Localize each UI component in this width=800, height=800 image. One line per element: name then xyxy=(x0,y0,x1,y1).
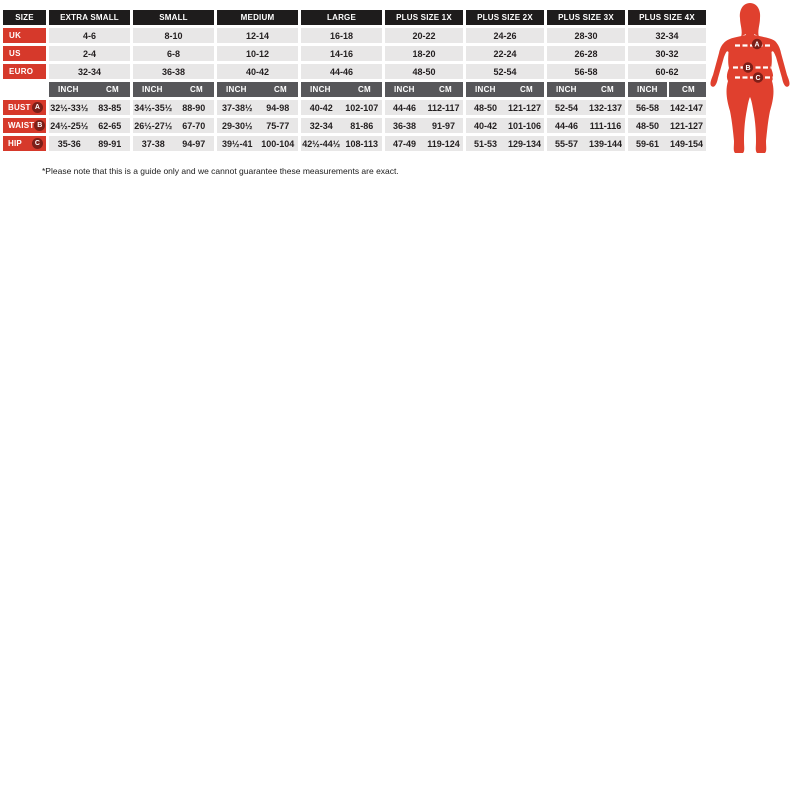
hip-inch-value: 42½-44½ xyxy=(302,138,341,149)
bust-values-0 xyxy=(49,100,130,115)
inch-label: INCH xyxy=(58,85,79,94)
bust-inch-value: 34½-35½ xyxy=(134,102,173,113)
us-value-0: 2-4 xyxy=(49,46,130,61)
bust-cm-value: 112-117 xyxy=(427,102,460,113)
us-value-5: 22-24 xyxy=(466,46,544,61)
waist-inch-value: 40-42 xyxy=(473,120,498,131)
cm-label: CM xyxy=(600,85,614,94)
bust-inch-value: 44-46 xyxy=(392,102,417,113)
uk-value-1: 8-10 xyxy=(133,28,214,43)
bust-marker xyxy=(752,39,762,49)
waist-values-4 xyxy=(385,118,463,133)
bust-label-marker: A xyxy=(32,102,43,113)
euro-row-label: EURO xyxy=(3,64,46,79)
waist-values-0 xyxy=(49,118,130,133)
bust-inch-value: 37-38½ xyxy=(221,102,253,113)
uk-value-5: 24-26 xyxy=(466,28,544,43)
waist-values-1 xyxy=(133,118,214,133)
cm-label: CM xyxy=(357,85,371,94)
footnote: *Please note that this is a guide only and we cannot guarantee these measurements are exact. xyxy=(42,166,399,176)
us-value-3: 14-16 xyxy=(301,46,382,61)
euro-value-5: 52-54 xyxy=(466,64,544,79)
cm-label: CM xyxy=(105,85,119,94)
inch-label: INCH xyxy=(556,85,577,94)
size-corner-header: SIZE xyxy=(3,10,46,25)
column-header-3: LARGE xyxy=(301,10,382,25)
bust-cm-value: 102-107 xyxy=(345,102,379,113)
bust-inch-value: 48-50 xyxy=(473,102,498,113)
cm-label: CM xyxy=(189,85,203,94)
bust-values-1 xyxy=(133,100,214,115)
cm-label: CM xyxy=(273,85,287,94)
waist-marker xyxy=(743,62,753,72)
hip-values-4 xyxy=(385,136,463,151)
hip-values-2 xyxy=(217,136,298,151)
column-header-0: EXTRA SMALL xyxy=(49,10,130,25)
hip-values-1 xyxy=(133,136,214,151)
unit-header-7 xyxy=(628,82,706,97)
waist-cm-value: 67-70 xyxy=(182,120,206,131)
bust-inch-value: 32½-33½ xyxy=(50,102,89,113)
waist-values-2 xyxy=(217,118,298,133)
euro-value-3: 44-46 xyxy=(301,64,382,79)
waist-inch-value: 29-30½ xyxy=(221,120,253,131)
bust-cm-value: 88-90 xyxy=(182,102,206,113)
hip-values-6 xyxy=(547,136,625,151)
euro-value-1: 36-38 xyxy=(133,64,214,79)
unit-header-4 xyxy=(385,82,463,97)
bust-inch-value: 52-54 xyxy=(554,102,579,113)
body-measurement-figure xyxy=(700,0,800,162)
hip-values-7 xyxy=(628,136,706,151)
hip-cm-value: 139-144 xyxy=(588,138,623,149)
uk-value-2: 12-14 xyxy=(217,28,298,43)
euro-value-6: 56-58 xyxy=(547,64,625,79)
column-header-1: SMALL xyxy=(133,10,214,25)
bust-inch-value: 40-42 xyxy=(309,102,333,113)
hip-values-3 xyxy=(301,136,382,151)
column-header-5: PLUS SIZE 2X xyxy=(466,10,544,25)
waist-cm-value: 111-116 xyxy=(589,120,622,131)
waist-values-6 xyxy=(547,118,625,133)
waist-cm-value: 101-106 xyxy=(507,120,542,131)
bust-cm-value: 94-98 xyxy=(266,102,290,113)
waist-inch-value: 32-34 xyxy=(309,120,333,131)
hip-inch-value: 51-53 xyxy=(473,138,498,149)
waist-cm-value: 62-65 xyxy=(98,120,122,131)
column-header-7: PLUS SIZE 4X xyxy=(628,10,706,25)
bust-values-7 xyxy=(628,100,706,115)
bust-row-label xyxy=(3,100,46,115)
bust-cm-value: 142-147 xyxy=(669,102,704,113)
euro-value-2: 40-42 xyxy=(217,64,298,79)
bust-cm-value: 121-127 xyxy=(507,102,542,113)
unit-header-5 xyxy=(466,82,544,97)
waist-inch-value: 26½-27½ xyxy=(134,120,173,131)
hip-inch-value: 35-36 xyxy=(57,138,81,149)
hip-inch-value: 47-49 xyxy=(392,138,417,149)
size-chart-table xyxy=(3,10,706,151)
bust-label-text: BUST xyxy=(8,103,31,112)
unit-header-0 xyxy=(49,82,130,97)
bust-values-4 xyxy=(385,100,463,115)
uk-value-0: 4-6 xyxy=(49,28,130,43)
waist-values-5 xyxy=(466,118,544,133)
bust-inch-value: 56-58 xyxy=(635,102,660,113)
waist-cm-value: 91-97 xyxy=(431,120,456,131)
hip-label-marker: C xyxy=(32,138,43,149)
hip-inch-value: 37-38 xyxy=(141,138,165,149)
bust-marker-letter: A xyxy=(754,41,760,49)
waist-cm-value: 121-127 xyxy=(669,120,704,131)
hip-cm-value: 89-91 xyxy=(98,138,122,149)
waist-values-3 xyxy=(301,118,382,133)
column-header-6: PLUS SIZE 3X xyxy=(547,10,625,25)
uk-value-7: 32-34 xyxy=(628,28,706,43)
us-value-1: 6-8 xyxy=(133,46,214,61)
unit-header-6 xyxy=(547,82,625,97)
figure-body xyxy=(710,30,789,153)
cm-label: CM xyxy=(438,85,452,94)
us-value-4: 18-20 xyxy=(385,46,463,61)
unit-row-spacer xyxy=(3,82,46,97)
hip-inch-value: 59-61 xyxy=(635,138,660,149)
us-value-2: 10-12 xyxy=(217,46,298,61)
hip-values-0 xyxy=(49,136,130,151)
hip-cm-value: 100-104 xyxy=(261,138,295,149)
hip-cm-value: 94-97 xyxy=(182,138,206,149)
hip-marker-letter: C xyxy=(755,75,761,83)
bust-cm-value: 132-137 xyxy=(588,102,623,113)
unit-header-3 xyxy=(301,82,382,97)
hip-inch-value: 39½-41 xyxy=(221,138,253,149)
hip-cm-value: 129-134 xyxy=(507,138,542,149)
waist-label-text: WAIST xyxy=(8,121,35,130)
waist-marker-letter: B xyxy=(745,65,751,73)
hip-row-label xyxy=(3,136,46,151)
waist-inch-value: 48-50 xyxy=(635,120,660,131)
hip-cm-value: 119-124 xyxy=(427,138,460,149)
hip-marker xyxy=(753,72,763,82)
uk-value-6: 28-30 xyxy=(547,28,625,43)
bust-values-5 xyxy=(466,100,544,115)
waist-cm-value: 75-77 xyxy=(266,120,290,131)
inch-label: INCH xyxy=(226,85,247,94)
waist-label-marker: B xyxy=(34,120,45,131)
hip-cm-value: 108-113 xyxy=(345,138,379,149)
unit-header-2 xyxy=(217,82,298,97)
us-value-7: 30-32 xyxy=(628,46,706,61)
hip-cm-value: 149-154 xyxy=(669,138,704,149)
euro-value-4: 48-50 xyxy=(385,64,463,79)
euro-value-7: 60-62 xyxy=(628,64,706,79)
cm-label: CM xyxy=(519,85,533,94)
column-header-4: PLUS SIZE 1X xyxy=(385,10,463,25)
waist-values-7 xyxy=(628,118,706,133)
cm-label: CM xyxy=(681,85,695,94)
inch-label: INCH xyxy=(310,85,331,94)
inch-label: INCH xyxy=(637,85,658,94)
euro-value-0: 32-34 xyxy=(49,64,130,79)
uk-value-4: 20-22 xyxy=(385,28,463,43)
hip-inch-value: 55-57 xyxy=(554,138,579,149)
bust-values-2 xyxy=(217,100,298,115)
inch-label: INCH xyxy=(475,85,496,94)
inch-label: INCH xyxy=(142,85,163,94)
uk-row-label: UK xyxy=(3,28,46,43)
waist-inch-value: 24½-25½ xyxy=(50,120,89,131)
bust-cm-value: 83-85 xyxy=(98,102,122,113)
unit-header-1 xyxy=(133,82,214,97)
uk-value-3: 16-18 xyxy=(301,28,382,43)
waist-inch-value: 44-46 xyxy=(554,120,579,131)
inch-label: INCH xyxy=(394,85,415,94)
bust-values-3 xyxy=(301,100,382,115)
waist-cm-value: 81-86 xyxy=(350,120,374,131)
us-value-6: 26-28 xyxy=(547,46,625,61)
bust-values-6 xyxy=(547,100,625,115)
column-header-2: MEDIUM xyxy=(217,10,298,25)
us-row-label: US xyxy=(3,46,46,61)
hip-label-text: HIP xyxy=(8,139,22,148)
waist-inch-value: 36-38 xyxy=(392,120,417,131)
waist-row-label xyxy=(3,118,46,133)
hip-values-5 xyxy=(466,136,544,151)
